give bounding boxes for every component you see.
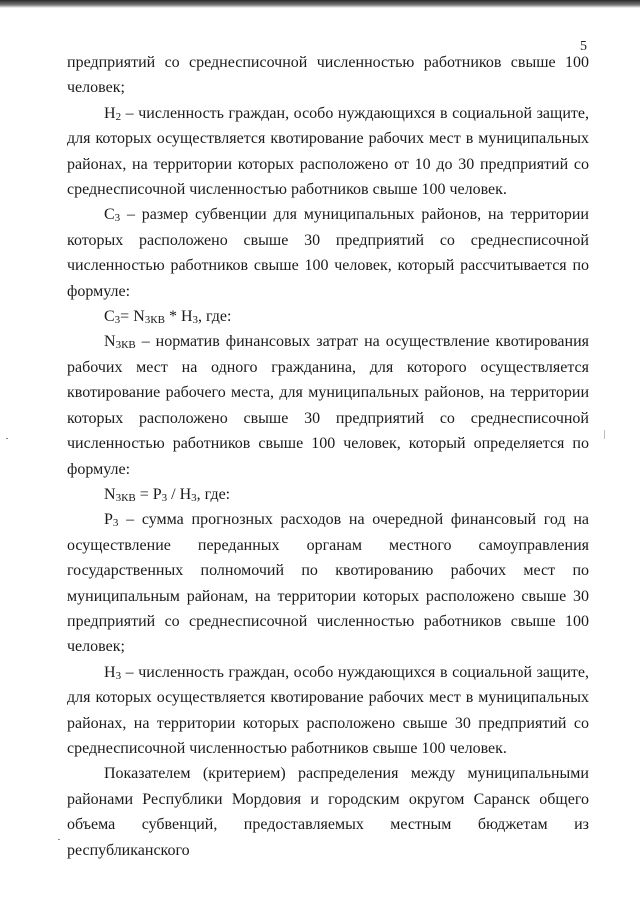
symbol: С bbox=[104, 206, 115, 224]
formula-subscript: 3 bbox=[192, 314, 198, 327]
symbol: N bbox=[104, 333, 116, 351]
formula-term: = Р bbox=[135, 485, 162, 503]
paragraph-distribution-criterion: Показателем (критерием) распределения между муниципальными районами Республики Мордовия и городским округом Саранск общего объема субвенций, предоставляемых местным бюджетам из республиканского bbox=[67, 765, 589, 859]
formula-subscript: 3 bbox=[161, 491, 168, 504]
formula-tail: , где: bbox=[198, 308, 232, 326]
formula-subscript: 3 bbox=[191, 491, 197, 504]
symbol: Р bbox=[104, 511, 113, 529]
formula-term: * Н bbox=[164, 308, 193, 326]
formula-c3 bbox=[67, 304, 589, 329]
formula-subscript: 3 bbox=[114, 314, 121, 327]
scan-speck bbox=[58, 839, 60, 840]
paragraph-continuation: предприятий со среднесписочной численностью работников свыше 100 человек; bbox=[67, 54, 589, 97]
scan-top-edge bbox=[0, 0, 640, 8]
paragraph-h3-definition bbox=[67, 660, 589, 762]
definition-text: – сумма прогнозных расходов на очередной финансовый год на осуществление переданных органам местного самоуправления государственных полномочий по квотированию рабочих мест по муниципальным районам, на территории которых расположено свыше 30 предприятий со среднесписочной численностью работников свыше 100 человек; bbox=[67, 511, 589, 656]
formula-subscript: 3КВ bbox=[144, 314, 165, 327]
scan-speck bbox=[6, 438, 8, 439]
definition-text: – норматив финансовых затрат на осуществление квотирования рабочих мест на одного гражданина, для которого осуществляется квотирование рабочего места, для муниципальных районов, на территории которых расположено свыше 30 предприятий со среднесписочной численностью работников свыше 100 человек, который определяется по формуле: bbox=[67, 333, 589, 478]
symbol: Н bbox=[104, 663, 116, 681]
symbol: Н bbox=[104, 104, 116, 122]
formula-term: / Н bbox=[167, 485, 192, 503]
formula-term: С bbox=[104, 308, 115, 326]
scan-mark bbox=[604, 430, 605, 439]
symbol-subscript: 3 bbox=[112, 517, 119, 530]
symbol-subscript: 3КВ bbox=[115, 339, 136, 352]
formula-n3kv bbox=[67, 482, 589, 507]
definition-text: – численность граждан, особо нуждающихся в социальной защите, для которых осуществляется квотирование рабочих мест в муниципальных районах, на территории которых расположено от 10 до 30 предприятий со среднесписочной численностью работников свыше 100 человек. bbox=[67, 104, 589, 199]
definition-text: – численность граждан, особо нуждающихся в социальной защите, для которых осуществляется квотирование рабочих мест в муниципальных районах, на территории которых расположено свыше 30 предприятий со среднесписочной численностью работников свыше 100 человек. bbox=[67, 663, 589, 757]
symbol-subscript: 3 bbox=[114, 212, 121, 225]
formula-term: = N bbox=[120, 308, 145, 326]
definition-text: – размер субвенции для муниципальных районов, на территории которых расположено свыше 30 предприятий со среднесписочной численностью работников свыше 100 человек, который рассчитывается по формуле: bbox=[67, 206, 589, 300]
paragraph-h2-definition bbox=[67, 101, 589, 203]
formula-term: N bbox=[104, 485, 116, 503]
formula-tail: , где: bbox=[196, 485, 231, 503]
paragraph-n3kv-definition bbox=[67, 329, 589, 481]
paragraph-c3-definition bbox=[67, 202, 589, 304]
symbol-subscript: 2 bbox=[115, 110, 122, 123]
document-body bbox=[67, 50, 589, 863]
symbol-subscript: 3 bbox=[115, 669, 122, 682]
page-number: 5 bbox=[580, 39, 587, 54]
formula-subscript: 3КВ bbox=[115, 491, 136, 504]
paragraph-p3-definition bbox=[67, 507, 589, 659]
